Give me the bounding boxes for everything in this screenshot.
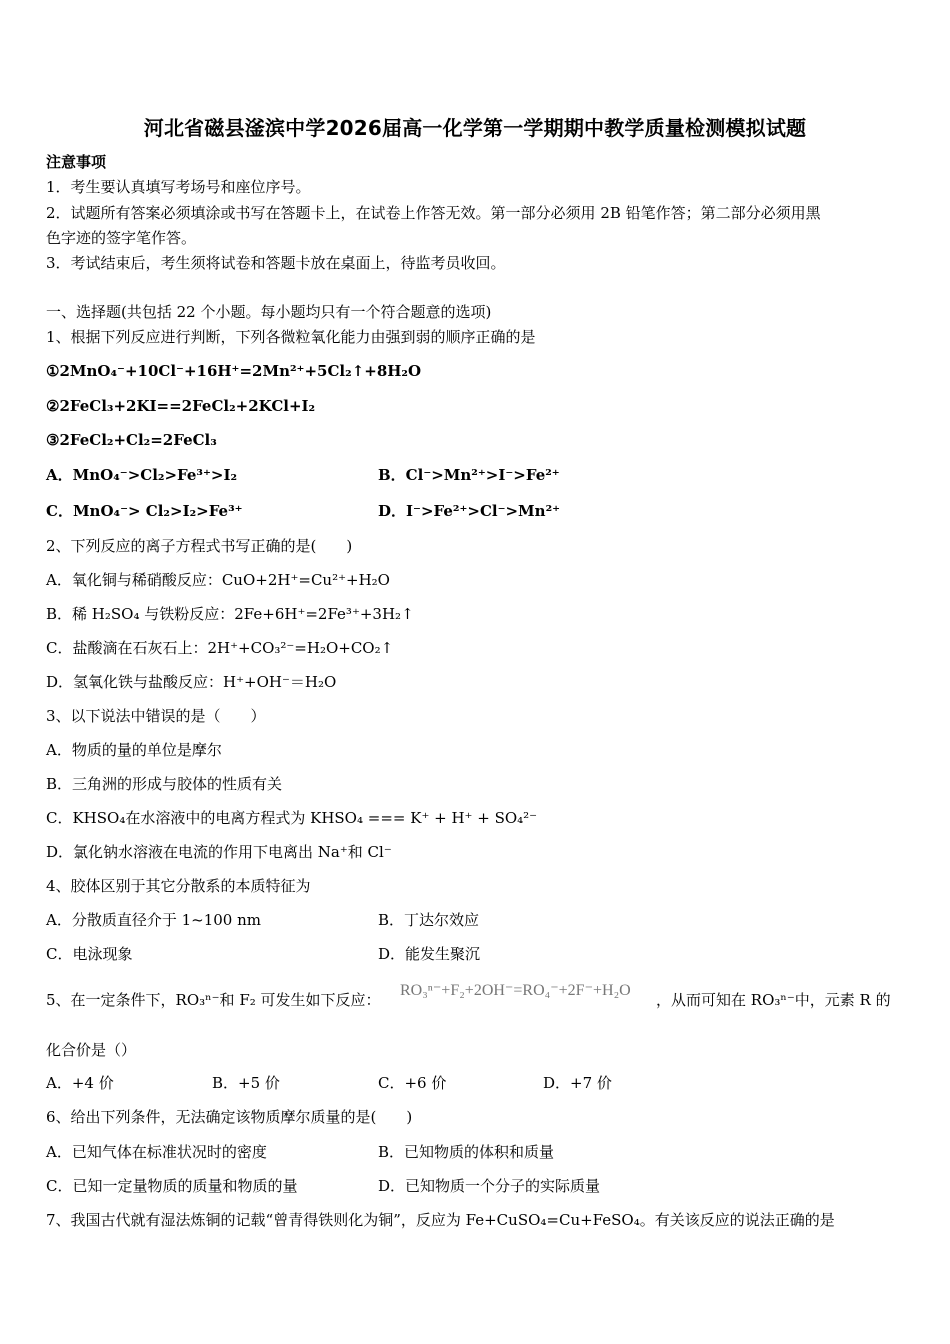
q6-option-d: D．已知物质一个分子的实际质量	[378, 1177, 601, 1195]
q5-stem-continued: 化合价是（）	[46, 1041, 137, 1059]
q4-option-a: A．分散质直径介于 1~100 nm	[46, 911, 261, 929]
q5-option-b: B．+5 价	[212, 1074, 280, 1092]
q5-equation: RO₃ⁿ⁻+F₂+2OH⁻=RO₄⁻+2F⁻+H₂O	[400, 982, 631, 999]
q2-option-d: D．氢氧化铁与盐酸反应：H⁺+OH⁻＝H₂O	[46, 673, 337, 691]
q1-reaction-3: ③2FeCl₂+Cl₂=2FeCl₃	[46, 431, 217, 449]
q1-option-a: A．MnO₄⁻>Cl₂>Fe³⁺>I₂	[46, 466, 238, 484]
q2-option-a: A．氧化铜与稀硝酸反应：CuO+2H⁺=Cu²⁺+H₂O	[46, 571, 390, 589]
q1-reaction-1: ①2MnO₄⁻+10Cl⁻+16H⁺=2Mn²⁺+5Cl₂↑+8H₂O	[46, 362, 422, 380]
q4-option-c: C．电泳现象	[46, 945, 133, 963]
q5-stem-right: ，从而可知在 RO₃ⁿ⁻中，元素 R 的	[656, 991, 891, 1009]
q7-stem: 7、我国古代就有湿法炼铜的记载“曾青得铁则化为铜”，反应为 Fe+CuSO₄=Cu+FeSO₄。有关该反应的说法正确的是	[46, 1211, 835, 1229]
notice-item-3: 3．考试结束后，考生须将试卷和答题卡放在桌面上，待监考员收回。	[46, 254, 506, 272]
q6-option-a: A．已知气体在标准状况时的密度	[46, 1143, 267, 1161]
q3-option-b: B．三角洲的形成与胶体的性质有关	[46, 775, 283, 793]
q1-option-b: B．Cl⁻>Mn²⁺>I⁻>Fe²⁺	[378, 466, 560, 484]
q5-option-c: C．+6 价	[378, 1074, 447, 1092]
q1-stem: 1、根据下列反应进行判断，下列各微粒氧化能力由强到弱的顺序正确的是	[46, 328, 536, 346]
q5-option-a: A．+4 价	[46, 1074, 114, 1092]
notice-item-2a: 2．试题所有答案必须填涂或书写在答题卡上，在试卷上作答无效。第一部分必须用 2B 铅笔作答；第二部分必须用黑	[46, 204, 821, 222]
q2-stem: 2、下列反应的离子方程式书写正确的是( )	[46, 537, 353, 555]
notice-heading: 注意事项	[46, 153, 107, 171]
q5-stem-left: 5、在一定条件下，RO₃ⁿ⁻和 F₂ 可发生如下反应：	[46, 991, 381, 1009]
q4-stem: 4、胶体区别于其它分散系的本质特征为	[46, 877, 311, 895]
page-title: 河北省磁县滏滨中学2026届高一化学第一学期期中教学质量检测模拟试题	[143, 116, 807, 140]
notice-item-1: 1．考生要认真填写考场号和座位序号。	[46, 178, 311, 196]
q6-option-c: C．已知一定量物质的质量和物质的量	[46, 1177, 298, 1195]
q3-option-d: D．氯化钠水溶液在电流的作用下电离出 Na⁺和 Cl⁻	[46, 843, 392, 861]
section-heading: 一、选择题(共包括 22 个小题。每小题均只有一个符合题意的选项)	[46, 303, 492, 321]
q1-option-c: C．MnO₄⁻> Cl₂>I₂>Fe³⁺	[46, 502, 243, 520]
q1-reaction-2: ②2FeCl₃+2KI==2FeCl₂+2KCl+I₂	[46, 397, 316, 415]
q3-option-c: C．KHSO₄在水溶液中的电离方程式为 KHSO₄ === K⁺ + H⁺ + SO₄²⁻	[46, 809, 538, 827]
q4-option-d: D．能发生聚沉	[378, 945, 481, 963]
q1-option-d: D．I⁻>Fe²⁺>Cl⁻>Mn²⁺	[378, 502, 561, 520]
q2-option-b: B．稀 H₂SO₄ 与铁粉反应：2Fe+6H⁺=2Fe³⁺+3H₂↑	[46, 605, 414, 623]
q4-option-b: B．丁达尔效应	[378, 911, 480, 929]
notice-item-2b: 色字迹的签字笔作答。	[46, 229, 197, 247]
q2-option-c: C．盐酸滴在石灰石上：2H⁺+CO₃²⁻=H₂O+CO₂↑	[46, 639, 394, 657]
q6-option-b: B．已知物质的体积和质量	[378, 1143, 555, 1161]
q3-stem: 3、以下说法中错误的是（ ）	[46, 707, 266, 725]
q5-option-d: D．+7 价	[543, 1074, 612, 1092]
q3-option-a: A．物质的量的单位是摩尔	[46, 741, 222, 759]
q6-stem: 6、给出下列条件，无法确定该物质摩尔质量的是( )	[46, 1108, 413, 1126]
